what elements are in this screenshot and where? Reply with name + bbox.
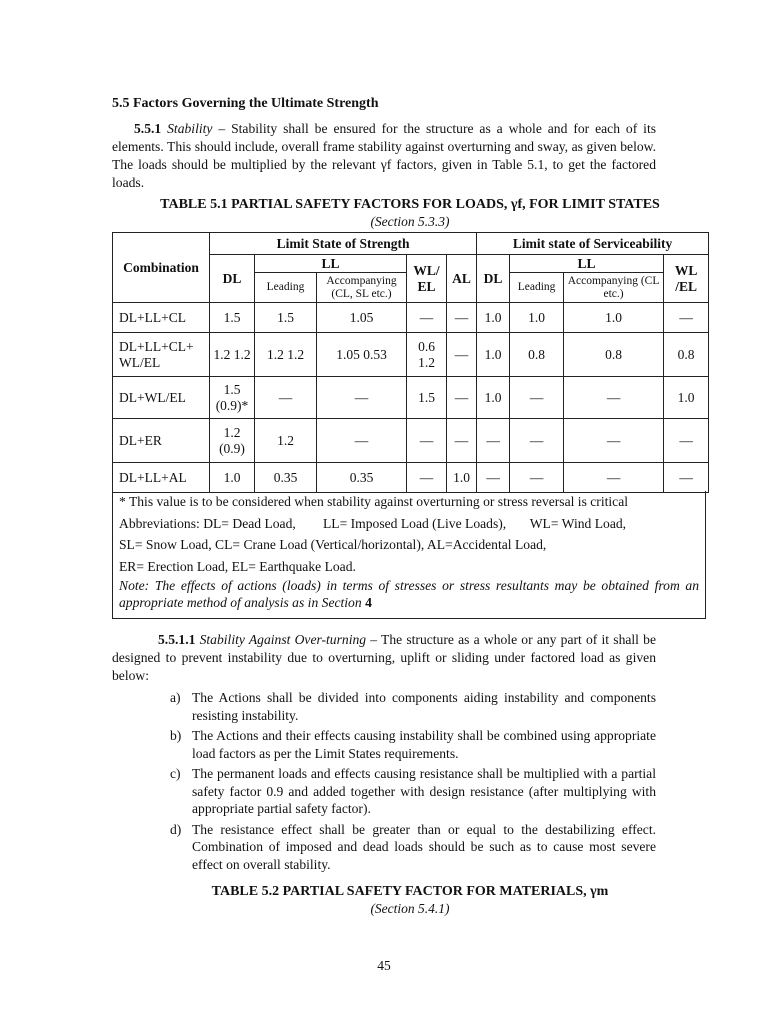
cell-dl: 1.2 1.2: [210, 333, 255, 377]
cell-accompanying-service: 1.0: [564, 303, 664, 333]
header-al: AL: [447, 255, 477, 303]
table-note-text: Note: The effects of actions (loads) in terms of stresses or stress resultants may be obtained from an appropriate method of analysis as in Section: [119, 578, 699, 610]
cell-dl-service: 1.0: [477, 333, 510, 377]
cell-accompanying: 1.05: [317, 303, 407, 333]
header-wl-el-service: WL /EL: [664, 255, 709, 303]
cell-accompanying: —: [317, 377, 407, 419]
cell-dl-service: 1.0: [477, 377, 510, 419]
requirements-list: [170, 689, 656, 876]
stability-paragraph: [112, 120, 656, 192]
header-strength: Limit State of Strength: [210, 233, 477, 255]
header-leading-service: Leading: [510, 273, 564, 303]
cell-accompanying: 1.05 0.53: [317, 333, 407, 377]
cell-leading-service: 0.8: [510, 333, 564, 377]
table-row: [113, 333, 709, 377]
cell-al: —: [447, 419, 477, 463]
cell-leading: 1.2 1.2: [255, 333, 317, 377]
header-accompanying-service: Accompanying (CL etc.): [564, 273, 664, 303]
table-5-2-caption: TABLE 5.2 PARTIAL SAFETY FACTOR FOR MATERIALS, γm: [211, 884, 609, 899]
table-note-section: 4: [365, 595, 372, 610]
table-5-2-reference: (Section 5.4.1): [370, 901, 450, 916]
overturning-paragraph: [112, 631, 656, 685]
cell-accompanying-service: —: [564, 463, 664, 493]
list-marker: b): [170, 728, 182, 743]
clause-number: 5.5.1.1: [158, 632, 196, 647]
abbreviations-line-2: SL= Snow Load, CL= Crane Load (Vertical/horizontal), AL=Accidental Load,: [119, 537, 547, 552]
page-number: 45: [377, 958, 391, 973]
cell-combination: DL+ER: [113, 419, 210, 463]
table-note: [119, 577, 705, 611]
cell-combination: DL+LL+CL+ WL/EL: [113, 333, 210, 377]
cell-al: —: [447, 303, 477, 333]
cell-dl-service: —: [477, 463, 510, 493]
cell-dl-service: 1.0: [477, 303, 510, 333]
cell-accompanying-service: —: [564, 419, 664, 463]
cell-accompanying: —: [317, 419, 407, 463]
cell-leading: —: [255, 377, 317, 419]
table-row: [113, 377, 709, 419]
cell-al: —: [447, 333, 477, 377]
cell-wl-el: 0.6 1.2: [407, 333, 447, 377]
cell-combination: DL+LL+AL: [113, 463, 210, 493]
list-item: [170, 727, 656, 762]
cell-dl: 1.2 (0.9): [210, 419, 255, 463]
cell-wl-el-service: —: [664, 419, 709, 463]
table-5-1-reference: (Section 5.3.3): [370, 214, 450, 229]
cell-leading-service: 1.0: [510, 303, 564, 333]
section-heading: 5.5 Factors Governing the Ultimate Strength: [112, 96, 379, 111]
cell-leading-service: —: [510, 463, 564, 493]
header-ll-service: LL: [510, 255, 664, 273]
cell-wl-el-service: 0.8: [664, 333, 709, 377]
header-serviceability: Limit state of Serviceability: [477, 233, 709, 255]
footnote: * This value is to be considered when stability against overturning or stress reversal is critical: [119, 494, 629, 509]
list-item: [170, 689, 656, 724]
cell-leading: 0.35: [255, 463, 317, 493]
list-text: The resistance effect shall be greater than or equal to the destabilizing effect. Combination of imposed and dead loads should be such as to cause most severe effect on overall stability.: [192, 821, 656, 872]
clause-text: – The structure as a whole or any part of it shall be designed to prevent instability due to overturning, uplift or sliding under factored load as given below:: [112, 632, 656, 683]
cell-dl: 1.0: [210, 463, 255, 493]
header-combination: Combination: [113, 233, 210, 303]
list-item: [170, 765, 656, 818]
cell-wl-el-service: —: [664, 463, 709, 493]
list-text: The permanent loads and effects causing resistance shall be multiplied with a partial safety factor 0.9 and added together with design resistance (after multiplying with appropriate partial safety factor).: [192, 766, 656, 816]
list-text: The Actions and their effects causing instability shall be combined using appropriate load factors as per the Limit States requirements.: [192, 728, 656, 761]
table-5-1-caption: TABLE 5.1 PARTIAL SAFETY FACTORS FOR LOADS, γf, FOR LIMIT STATES: [160, 197, 660, 212]
cell-dl-service: —: [477, 419, 510, 463]
clause-text: – Stability shall be ensured for the structure as a whole and for each of its elements. This should include, overall frame stability against overturning and sway, as given below. The loads should be multiplied by the relevant γf factors, given in Table 5.1, to get the factored loads.: [112, 121, 657, 190]
abbreviations-line-3: ER= Erection Load, EL= Earthquake Load.: [119, 558, 356, 574]
list-marker: a): [170, 690, 181, 705]
list-marker: d): [170, 821, 182, 837]
header-accompanying: Accompanying (CL, SL etc.): [317, 273, 407, 303]
cell-leading-service: —: [510, 377, 564, 419]
cell-wl-el: —: [407, 419, 447, 463]
table-row: [113, 463, 709, 493]
cell-dl: 1.5: [210, 303, 255, 333]
table-row: [113, 419, 709, 463]
abbreviations-line-1: Abbreviations: DL= Dead Load, LL= Imposed Load (Live Loads), WL= Wind Load,: [119, 515, 627, 531]
header-leading: Leading: [255, 273, 317, 303]
cell-leading: 1.5: [255, 303, 317, 333]
list-marker: c): [170, 766, 181, 781]
header-ll: LL: [255, 255, 407, 273]
cell-combination: DL+WL/EL: [113, 377, 210, 419]
table-notes: [112, 491, 706, 619]
cell-al: —: [447, 377, 477, 419]
cell-accompanying: 0.35: [317, 463, 407, 493]
cell-leading-service: —: [510, 419, 564, 463]
cell-wl-el: —: [407, 303, 447, 333]
header-dl: DL: [210, 255, 255, 303]
cell-al: 1.0: [447, 463, 477, 493]
clause-number: 5.5.1: [134, 121, 162, 136]
list-text: The Actions shall be divided into components aiding instability and components resisting instability.: [192, 690, 656, 723]
cell-accompanying-service: 0.8: [564, 333, 664, 377]
cell-dl: 1.5 (0.9)*: [210, 377, 255, 419]
list-item: [170, 821, 656, 874]
header-dl-service: DL: [477, 255, 510, 303]
table-5-1: [112, 232, 709, 493]
cell-wl-el: 1.5: [407, 377, 447, 419]
cell-wl-el-service: 1.0: [664, 377, 709, 419]
header-wl-el: WL/ EL: [407, 255, 447, 303]
cell-wl-el-service: —: [664, 303, 709, 333]
clause-term: Stability Against Over-turning: [199, 632, 367, 647]
cell-combination: DL+LL+CL: [113, 303, 210, 333]
cell-accompanying-service: —: [564, 377, 664, 419]
clause-term: Stability: [167, 121, 213, 136]
table-row: [113, 303, 709, 333]
cell-leading: 1.2: [255, 419, 317, 463]
cell-wl-el: —: [407, 463, 447, 493]
